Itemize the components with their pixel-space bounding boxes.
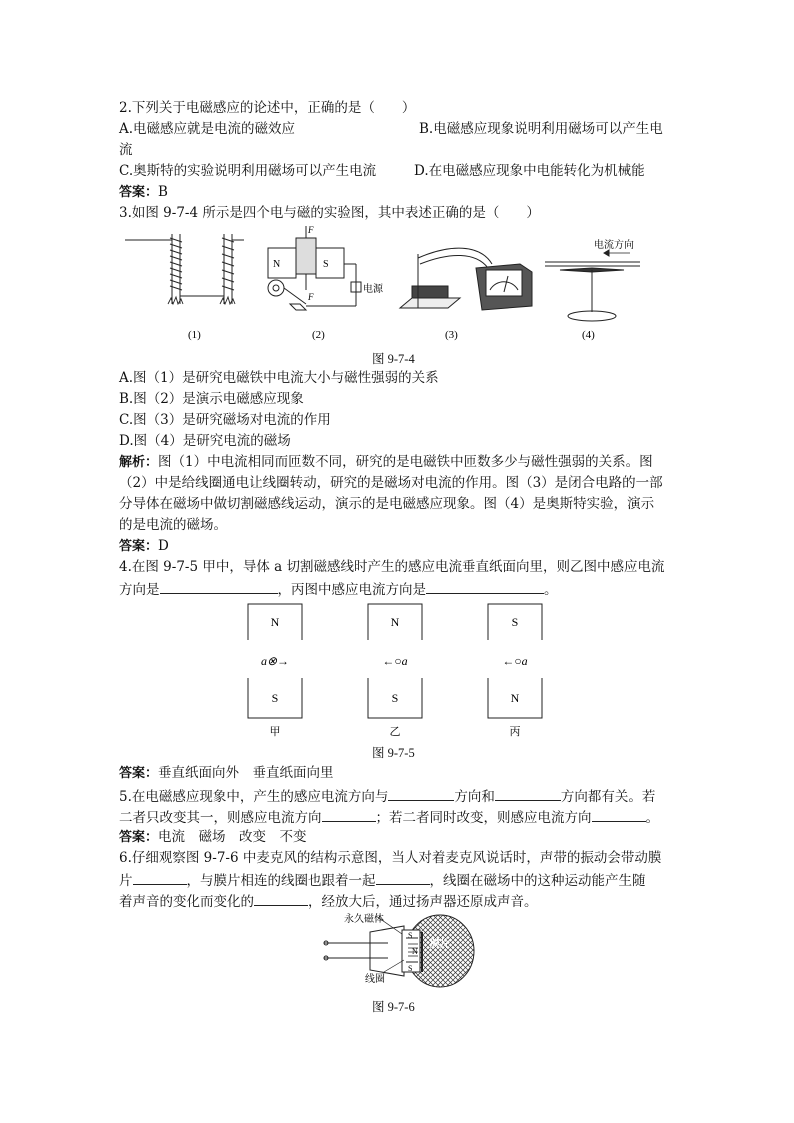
fig2-f-bottom: F [308,292,314,302]
mic-coil-label: 线圈 [365,974,385,985]
q5-blank-1[interactable] [388,786,454,801]
panel-bing-bottom: N [510,691,520,705]
q3-option-d: D.图（4）是研究电流的磁场 [119,433,291,449]
q3-explanation-3: 分导体在磁场中做切割磁感线运动，演示的是电磁感应现象。图（4）是奥斯特实验，演示 [119,496,655,512]
q3-explanation-4: 的是电流的磁场。 [119,517,227,533]
q5-line-1: 5.在电磁感应现象中，产生的感应电流方向与 方向和 方向都有关。若 [119,786,655,806]
q2-option-b-cont: 流 [119,142,133,158]
fig-label-2: (2) [312,329,325,341]
fig2-source: 电源 [363,284,383,295]
q5-answer: 答案：电流 磁场 改变 不变 [119,829,307,845]
q4-blank-2[interactable] [426,579,544,594]
q2-stem: 2.下列关于电磁感应的论述中，正确的是（ ） [119,100,416,116]
q5-line-2: 二者只改变其一，则感应电流方向 ；若二者同时改变，则感应电流方向 。 [119,807,659,827]
fig-label-3: (3) [445,329,458,341]
panel-bing-label: 丙 [509,726,521,738]
panel-yi-top: N [390,615,400,629]
q6-blank-1[interactable] [133,870,187,885]
q2-option-a: A.电磁感应就是电流的磁效应 [119,121,296,137]
mic-diaphragm-label: 膜片 [430,939,450,950]
q4-blank-1[interactable] [160,579,278,594]
q3-option-b: B.图（2）是演示电磁感应现象 [119,391,304,407]
q3-explanation-2: （2）中是给线圈通电让线圈转动，研究的是磁场对电流的作用。图（3）是闭合电路的一部 [119,475,663,491]
q3-option-c: C.图（3）是研究磁场对电流的作用 [119,412,331,428]
q3-explanation-1: 解析：图（1）中电流相同而匝数不同，研究的是电磁铁中匝数多少与磁性强弱的关系。图 [119,454,653,470]
fig-label-1: (1) [188,329,201,341]
fig2-s-label: S [323,259,329,270]
q6-line-1: 6.仔细观察图 9-7-6 中麦克风的结构示意图，当人对着麦克风说话时，声带的振动会带动膜 [119,850,662,866]
mic-magnet-label: 永久磁体 [344,914,384,925]
figure-9-7-5-caption: 图 9-7-5 [372,746,415,760]
mic-n-label: N [412,947,418,956]
fig3-induction [400,248,532,310]
q3-option-a: A.图（1）是研究电磁铁中电流大小与磁性强弱的关系 [119,370,439,386]
q5-blank-4[interactable] [592,807,646,822]
q6-line-3: 着声音的变化而变化的 ，经放大后，通过扬声器还原成声音。 [119,891,538,911]
q3-answer: 答案：D [119,538,169,554]
panel-bing-top: S [511,615,519,629]
figure-9-7-5 [240,602,560,738]
panel-bing-conductor: ←○a [502,654,528,668]
fig4-oersted [545,250,640,321]
q4-stem-2: 方向是 ，丙图中感应电流方向是 。 [119,579,558,599]
q5-blank-2[interactable] [495,786,561,801]
figure-9-7-6 [318,910,480,994]
q2-option-b: B.电磁感应现象说明利用磁场可以产生电 [419,121,663,137]
q5-blank-3[interactable] [322,807,376,822]
panel-yi-bottom: S [391,691,399,705]
mic-s-top: S [408,931,413,940]
q6-blank-3[interactable] [254,891,308,906]
panel-jia-conductor: a⊗→ [260,654,290,668]
q4-answer: 答案：垂直纸面向外 垂直纸面向里 [119,765,334,781]
fig4-current-label: 电流方向 [594,240,634,251]
q2-answer: 答案：B [119,184,168,200]
panel-jia-label: 甲 [269,726,281,738]
mic-drawing [324,915,474,987]
q2-option-c: C.奥斯特的实验说明利用磁场可以产生电流 [119,163,377,179]
figure-9-7-6-caption: 图 9-7-6 [372,1000,415,1014]
fig2-n-label: N [273,259,281,270]
q6-blank-2[interactable] [376,870,430,885]
mic-s-bottom: S [408,964,413,973]
q4-stem-1: 4.在图 9-7-5 甲中，导体 a 切割磁感线时产生的感应电流垂直纸面向里，则乙图中感应电流 [119,559,665,575]
fig2-f-top: F [308,225,314,235]
fig2-motor [268,226,361,310]
figure-9-7-4 [120,224,650,346]
panel-yi-label: 乙 [389,726,401,738]
panel-jia-top: N [270,615,280,629]
figure-9-7-4-caption: 图 9-7-4 [372,352,415,366]
panel-yi-conductor: ←○a [382,654,408,668]
fig1-electromagnets [125,234,244,304]
fig-label-4: (4) [582,329,595,341]
panel-jia-bottom: S [271,691,279,705]
q3-stem: 3.如图 9-7-4 所示是四个电与磁的实验图，其中表述正确的是（ ） [119,205,540,221]
q6-line-2: 片 ，与膜片相连的线圈也跟着一起 ，线圈在磁场中的这种运动能产生随 [119,870,646,890]
q2-option-d: D.在电磁感应现象中电能转化为机械能 [414,163,645,179]
